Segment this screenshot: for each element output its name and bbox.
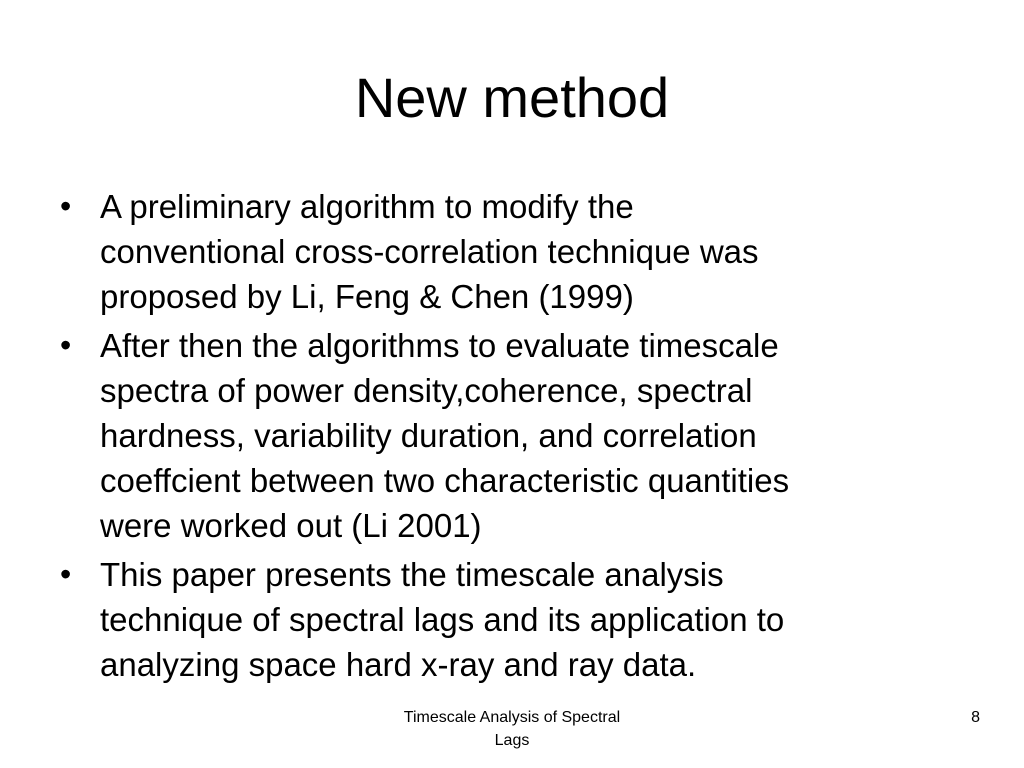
bullet-line: After then the algorithms to evaluate timescale (100, 327, 779, 364)
bullet-icon: • (60, 556, 72, 592)
slide-title: New method (354, 66, 670, 129)
bullet-line: analyzing space hard x-ray and ray data. (100, 646, 697, 683)
bullet-icon: • (60, 327, 72, 363)
bullet-line: This paper presents the timescale analysis (100, 556, 724, 593)
bullet-item (60, 552, 960, 687)
bullet-line: A preliminary algorithm to modify the (100, 188, 634, 225)
footer-title-line: Lags (494, 732, 530, 749)
bullet-icon: • (60, 188, 72, 224)
bullet-line: were worked out (Li 2001) (100, 507, 482, 544)
bullet-line: hardness, variability duration, and correlation (100, 417, 757, 454)
bullet-line: conventional cross-correlation technique was (100, 233, 759, 270)
bullet-item (60, 184, 960, 319)
bullet-line: coeffcient between two characteristic quantities (100, 462, 790, 499)
footer-title (362, 706, 662, 752)
bullet-text (100, 184, 960, 319)
bullet-line: proposed by Li, Feng & Chen (1999) (100, 278, 634, 315)
bullet-text (100, 552, 960, 687)
bullet-list (60, 184, 960, 691)
page-number: 8 (971, 709, 980, 726)
bullet-item (60, 323, 960, 548)
bullet-line: spectra of power density,coherence, spectral (100, 372, 753, 409)
bullet-line: technique of spectral lags and its application to (100, 601, 785, 638)
bullet-text (100, 323, 960, 548)
footer-title-line: Timescale Analysis of Spectral (403, 709, 621, 726)
